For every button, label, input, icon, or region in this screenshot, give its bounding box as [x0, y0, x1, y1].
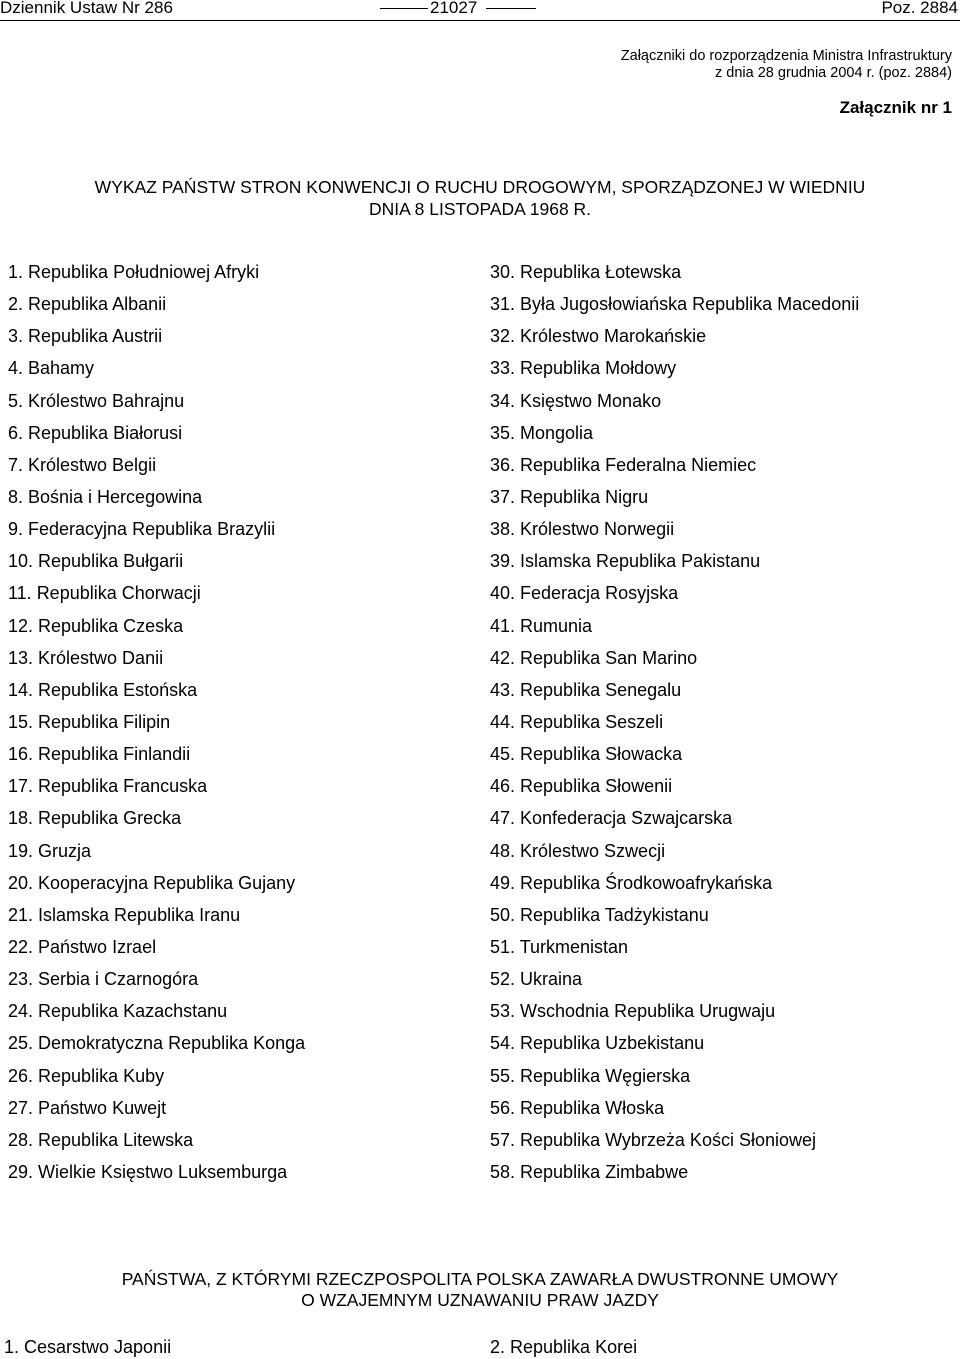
list-item: 30. Republika Łotewska [490, 262, 682, 282]
list-item: 10. Republika Bułgarii [8, 551, 184, 572]
list-item: 55. Republika Węgierska [490, 1065, 691, 1086]
states-list-right [490, 260, 859, 1192]
list-item: 2. Republika Albanii [8, 294, 167, 315]
list-item: 56. Republika Włoska [490, 1097, 665, 1118]
list-item: 50. Republika Tadżykistanu [490, 904, 709, 925]
list-item: 27. Państwo Kuwejt [8, 1097, 167, 1118]
list-item: 15. Republika Filipin [8, 711, 171, 732]
list-item: 3. Republika Austrii [8, 326, 163, 347]
document-title-line-2: DNIA 8 LISTOPADA 1968 R. [368, 199, 592, 219]
document-title [0, 176, 960, 220]
list-item: 54. Republika Uzbekistanu [490, 1033, 705, 1054]
list-item: 39. Islamska Republika Pakistanu [490, 551, 761, 572]
list-item: 40. Federacja Rosyjska [490, 583, 679, 604]
page-header [0, 0, 960, 16]
list-item: 5. Królestwo Bahrajnu [8, 390, 185, 411]
list-item: 49. Republika Środkowoafrykańska [490, 872, 773, 893]
header-divider [0, 20, 960, 21]
list-item: 11. Republika Chorwacji [8, 583, 201, 604]
states-list-left [8, 260, 305, 1192]
list-item: 52. Ukraina [490, 969, 583, 990]
annex-label: Załącznik nr 1 [839, 98, 952, 117]
bilateral-title-line-2: O WZAJEMNYM UZNAWANIU PRAW JAZDY [301, 1290, 659, 1310]
list-item: 13. Królestwo Danii [8, 647, 164, 668]
list-item: 23. Serbia i Czarnogóra [8, 969, 199, 990]
annex-reference-line-1: Załączniki do rozporządzenia Ministra Infrastruktury [620, 48, 952, 64]
list-item: 22. Państwo Izrael [8, 936, 157, 957]
list-item: 41. Rumunia [490, 615, 593, 636]
dash-right [486, 8, 536, 9]
position-number: Poz. 2884 [881, 0, 958, 17]
list-item: 42. Republika San Marino [490, 647, 698, 668]
list-item: 31. Była Jugosłowiańska Republika Macedonii [490, 294, 860, 315]
list-item: 37. Republika Nigru [490, 486, 649, 507]
bilateral-title-line-1: PAŃSTWA, Z KTÓRYMI RZECZPOSPOLITA POLSKA ZAWARŁA DWUSTRONNE UMOWY [121, 1269, 839, 1289]
list-item: 18. Republika Grecka [8, 808, 182, 829]
document-title-line-1: WYKAZ PAŃSTW STRON KONWENCJI O RUCHU DROGOWYM, SPORZĄDZONEJ W WIEDNIU [94, 177, 866, 197]
list-item: 33. Republika Mołdowy [490, 358, 677, 379]
list-item: 57. Republika Wybrzeża Kości Słoniowej [490, 1129, 816, 1150]
list-item: 17. Republika Francuska [8, 776, 208, 797]
bilateral-section-title [0, 1269, 960, 1311]
annex-reference [621, 48, 952, 82]
list-item: 14. Republika Estońska [8, 679, 198, 700]
list-item: 34. Księstwo Monako [490, 390, 662, 411]
list-item: 16. Republika Finlandii [8, 744, 191, 765]
list-item: 19. Gruzja [8, 840, 92, 861]
list-item: 26. Republika Kuby [8, 1065, 165, 1086]
list-item: 44. Republika Seszeli [490, 711, 664, 732]
list-item: 8. Bośnia i Hercegowina [8, 486, 203, 507]
list-item: 35. Mongolia [490, 422, 594, 443]
list-item: 4. Bahamy [8, 358, 95, 379]
bilateral-item: 1. Cesarstwo Japonii [4, 1337, 172, 1357]
list-item: 6. Republika Białorusi [8, 422, 183, 443]
page-number: 21027 [430, 0, 478, 17]
list-item: 38. Królestwo Norwegii [490, 519, 675, 540]
list-item: 29. Wielkie Księstwo Luksemburga [8, 1161, 288, 1182]
list-item: 58. Republika Zimbabwe [490, 1161, 689, 1182]
list-item: 51. Turkmenistan [490, 936, 629, 957]
annex-reference-line-2: z dnia 28 grudnia 2004 r. (poz. 2884) [715, 65, 952, 81]
list-item: 43. Republika Senegalu [490, 679, 682, 700]
list-item: 9. Federacyjna Republika Brazylii [8, 519, 276, 540]
list-item: 12. Republika Czeska [8, 615, 184, 636]
list-item: 20. Kooperacyjna Republika Gujany [8, 872, 296, 893]
list-item: 47. Konfederacja Szwajcarska [490, 808, 733, 829]
list-item: 46. Republika Słowenii [490, 776, 673, 797]
bilateral-item: 2. Republika Korei [490, 1337, 638, 1357]
list-item: 53. Wschodnia Republika Urugwaju [490, 1001, 776, 1022]
dash-left [380, 8, 428, 9]
list-item: 36. Republika Federalna Niemiec [490, 454, 757, 475]
list-item: 45. Republika Słowacka [490, 744, 683, 765]
list-item: 25. Demokratyczna Republika Konga [8, 1033, 306, 1054]
list-item: 28. Republika Litewska [8, 1129, 194, 1150]
list-item: 1. Republika Południowej Afryki [8, 262, 260, 282]
list-item: 24. Republika Kazachstanu [8, 1001, 228, 1022]
journal-name: Dziennik Ustaw Nr 286 [0, 0, 173, 17]
list-item: 7. Królestwo Belgii [8, 454, 157, 475]
list-item: 21. Islamska Republika Iranu [8, 904, 241, 925]
list-item: 32. Królestwo Marokańskie [490, 326, 707, 347]
list-item: 48. Królestwo Szwecji [490, 840, 666, 861]
